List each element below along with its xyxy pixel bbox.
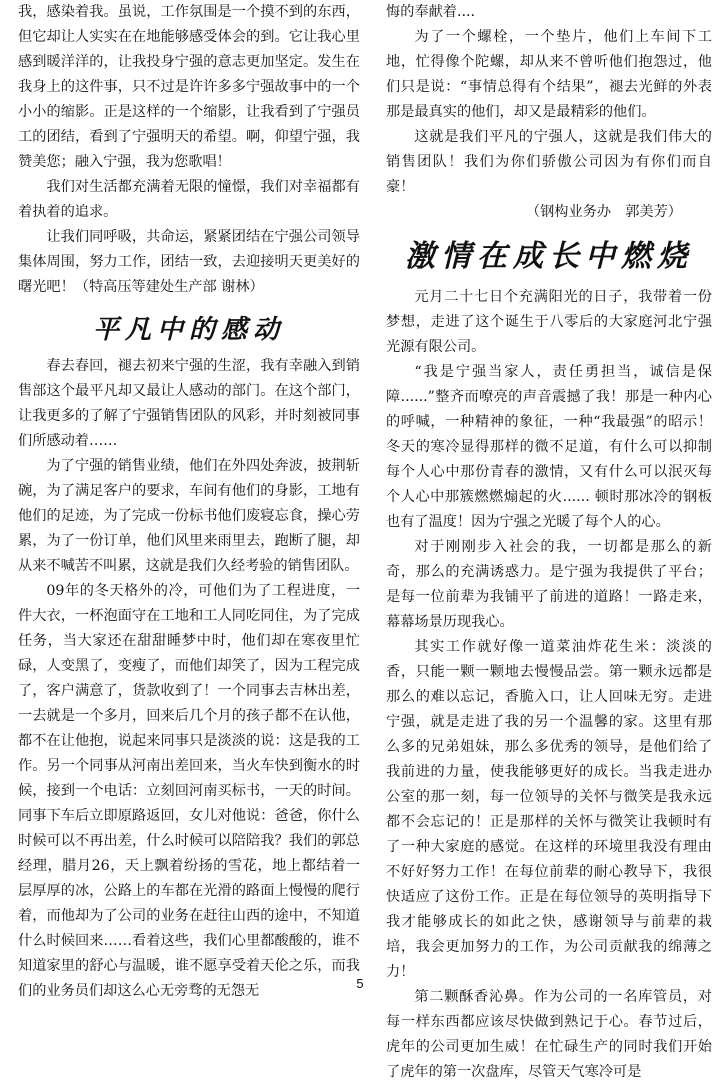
article1-signature: （特高压等建处生产部 谢林） xyxy=(74,279,264,295)
article3-title: 激情在成长中燃烧 xyxy=(405,239,693,274)
article3-paragraph: 元月二十七日个充满阳光的日子，我带着一份梦想，走进了这个诞生于八零后的大家庭河北宁强光源有限公司。 xyxy=(386,289,712,355)
article3-paragraph: 其实工作就好像一道菜油炸花生米：淡淡的香，只能一颗一颗地去慢慢品尝。第一颗永远都是那么的难以忘记，香脆入口，让人回味无穷。走进宁强，就是走进了我的另一个温馨的家。这里有那么多的兄弟姐妹，那么多优秀的领导，是他们给了我前进的力量，使我能够更好的成长。当我走进办公室的那一刻，每一位领导的关怀与微笑是我永远都不会忘记的！正是那样的关怀与微笑让我顿时有了一种大家庭的感觉。在这样的环境里我没有理由不好好努力工作！在每位前辈的耐心教导下，我很快适应了这份工作。正是在每位领导的英明指导下我才能够成长的如此之快，感谢领导与前辈的栽培，我会更加努力的工作，为公司贡献我的绵薄之力！ xyxy=(386,639,712,980)
article2-paragraph: 春去春回，褪去初来宁强的生涩，我有幸融入到销售部这个最平凡却又最让人感动的部门。在这个部门，让我更多的了解了宁强销售团队的风彩，并时刻被同事们所感动着…… xyxy=(18,358,360,449)
article2-title: 平凡中的感动 xyxy=(92,315,285,345)
article2-paragraph: 为了宁强的销售业绩，他们在外四处奔波，披荆斩碗，为了满足客户的要求，车间有他们的身影，工地有他们的足迹，为了完成一份标书他们废寝忘食，操心劳累，为了一份订单，他们风里来雨里去，跑断了腿，却从来不喊苦不叫累，这就是我们久经考验的销售团队。 xyxy=(18,458,360,574)
article2-paragraph: 09年的冬天格外的冷，可他们为了工程进度，一件大衣，一杯泡面守在工地和工人同吃同住，为了完成任务，当大家还在甜甜睡梦中时，他们却在寒夜里忙碌，人变黑了，变瘦了，而他们却笑了，因为工程完成了，客户满意了，货款收到了！一个同事去吉林出差，一去就是一个多月，回来后几个月的孩子都不在认他，都不在让他抱，说起来同事只是淡淡的说：这是我的工作。另一个同事从河南出差回来，当火车快到衡水的时候，接到一个电话：立刻回河南买标书，一天的时间。同事下车后立即原路返回，女儿对他说：爸爸，你什么时候可以不再出差，什么时候可以陪陪我？我们的郭总经理，腊月26，天上飘着纷扬的雪花，地上都结着一层厚厚的冰，公路上的车都在光滑的路面上慢慢的爬行着，而他却为了公司的业务在赶往山西的途中，不知道什么时候回来……看着这些，我们心里都酸酸的，谁不知道家里的舒心与温暖，谁不愿享受着天伦之乐，而我们的业务员们却这么心无旁骛的无怨无 xyxy=(18,583,360,999)
article2-paragraph: 这就是我们平凡的宁强人，这就是我们伟大的销售团队！我们为你们骄傲公司因为有你们而自豪！ xyxy=(386,129,712,195)
article3-paragraph: 对于刚刚步入社会的我，一切都是那么的新奇，那么的充满诱惑力。是宁强为我提供了平台；是每一位前辈为我铺平了前进的道路！一路走来，幕幕场景历现我心。 xyxy=(386,539,712,630)
article1-paragraph xyxy=(18,225,360,300)
right-column xyxy=(386,0,712,1085)
article3-paragraph: 第二颗酥香沁鼻。作为公司的一名库管员，对每一样东西都应该尽快做到熟记于心。春节过后，虎年的公司更加生威！在忙碌生产的同时我们开始了虎年的第一次盘库，尽管天气寒冷可是 xyxy=(386,989,712,1080)
article1-paragraph: 我们对生活都充满着无限的憧憬，我们对幸福都有着执着的追求。 xyxy=(18,179,360,220)
article2-paragraph: 为了一个螺栓，一个垫片，他们上车间下工地，忙得像个陀螺，却从来不曾听他们抱怨过，他们只是说：“事情总得有个结果”，褪去光鲜的外表那是最真实的他们，却又是最精彩的他们。 xyxy=(386,29,712,120)
article1-paragraph-text: 让我们同呼吸，共命运，紧紧团结在宁强公司领导集体周围，努力工作，团结一致，去迎接明天更美好的曙光吧！ xyxy=(18,229,360,295)
article3-paragraph: “我是宁强当家人，责任勇担当，诚信是保障......”整齐而嘹亮的声音震撼了我！那是一种内心的呼喊，一种精神的象征，一种“我最强”的昭示！冬天的寒冷显得那样的微不足道，有什么可以抑制每个人心中那份青春的激情，又有什么可以泯灭每个人心中那簇燃燃煽起的火...... 顿时那冰冷的钢板也有了温度！因为宁强之光暖了每个人的心。 xyxy=(386,364,712,530)
page-number: 5 xyxy=(356,976,364,991)
left-column xyxy=(18,0,360,1004)
article2-signature-line xyxy=(386,200,712,225)
article2-paragraph: 悔的奉献着.... xyxy=(386,4,475,20)
article2-signature: （钢构业务办 郭美芳） xyxy=(525,204,682,220)
article1-paragraph: 我，感染着我。虽说，工作氛围是一个摸不到的东西，但它却让人实实在在地能够感受体会的到。它让我心里感到暖洋洋的，让我投身宁强的意志更加坚定。发生在我身上的这件事，只不过是许许多多宁强故事中的一个小小的缩影。正是这样的一个缩影，让我看到了宁强员工的团结，看到了宁强明天的希望。啊，仰望宁强，我赞美您；融入宁强，我为您歌唱！ xyxy=(18,4,360,170)
